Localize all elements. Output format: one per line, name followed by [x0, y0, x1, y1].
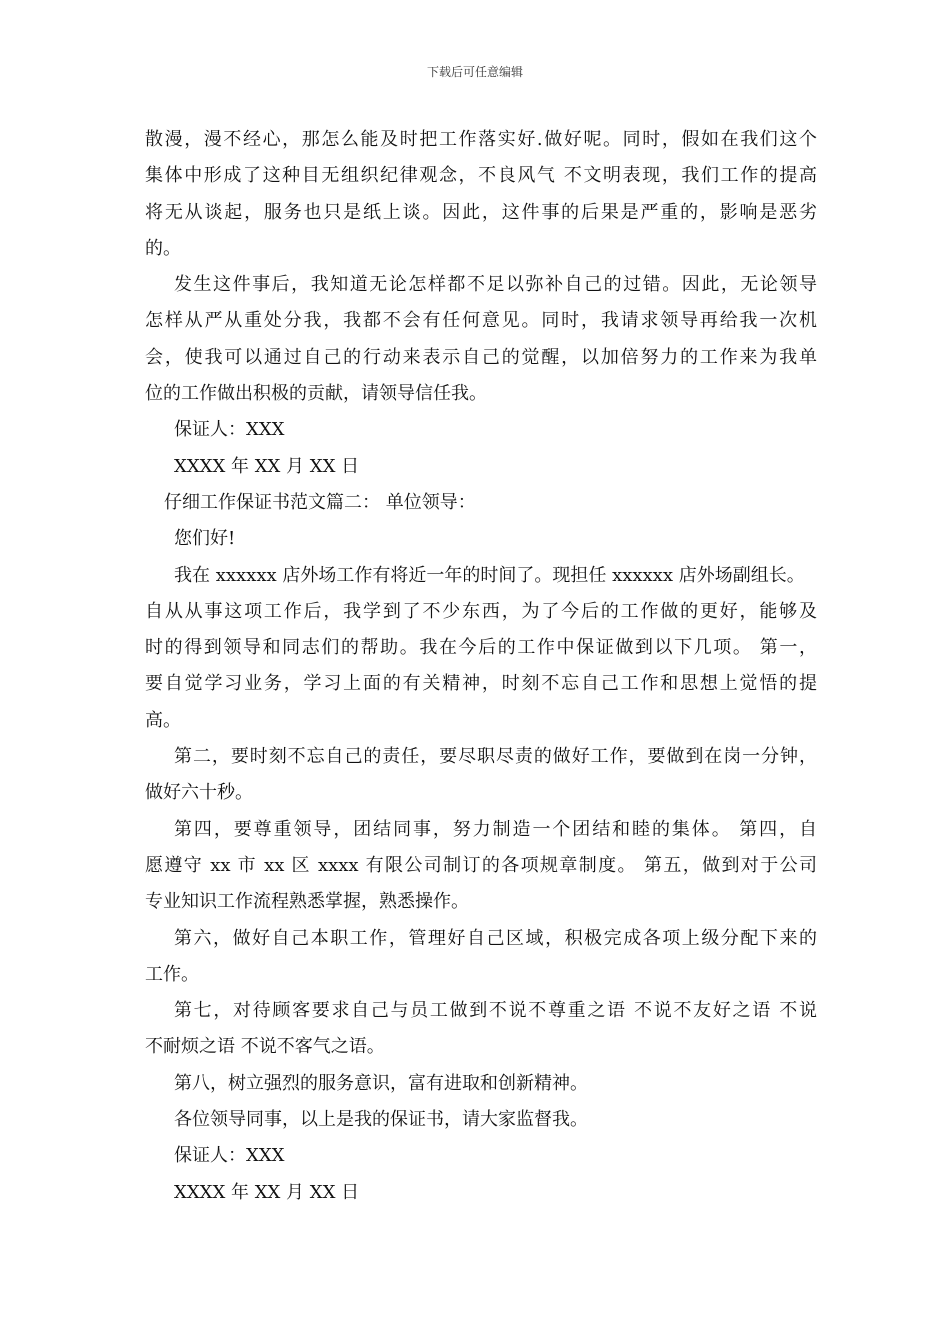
- page-header: 下载后可任意编辑: [426, 65, 523, 79]
- text-line: 高。: [145, 709, 181, 731]
- text-line: 保证人：XXX: [174, 419, 285, 441]
- text-line: 第二，要时刻不忘自己的责任，要尽职尽责的做好工作，要做到在岗一分钟，: [174, 746, 817, 768]
- text-line: 各位领导同事，以上是我的保证书，请大家监督我。: [174, 1109, 588, 1131]
- text-line: XXXX 年 XX 月 XX 日: [174, 1181, 360, 1203]
- text-line: 自从从事这项工作后，我学到了不少东西，为了今后的工作做的更好，能够及: [145, 600, 817, 622]
- text-line: 第四，要尊重领导，团结同事，努力制造一个团结和睦的集体。 第四，自: [174, 818, 817, 840]
- text-line: 要自觉学习业务，学习上面的有关精神，时刻不忘自己工作和思想上觉悟的提: [145, 673, 817, 695]
- text-line: XXXX 年 XX 月 XX 日: [174, 455, 360, 477]
- text-line: 的。: [145, 237, 181, 259]
- text-line: 会，使我可以通过自己的行动来表示自己的觉醒，以加倍努力的工作来为我单: [145, 346, 817, 368]
- text-line: 第八，树立强烈的服务意识，富有进取和创新精神。: [174, 1072, 588, 1094]
- text-line: 集体中形成了这种目无组织纪律观念，不良风气 不文明表现，我们工作的提高: [145, 165, 817, 187]
- text-line: 将无从谈起，服务也只是纸上谈。因此，这件事的后果是严重的，影响是恶劣: [145, 201, 817, 223]
- text-line: 位的工作做出积极的贡献，请领导信任我。: [145, 383, 487, 405]
- text-line: 怎样从严从重处分我，我都不会有任何意见。同时，我请求领导再给我一次机: [145, 310, 817, 332]
- text-line: 专业知识工作流程熟悉掌握，熟悉操作。: [145, 891, 469, 913]
- text-line: 工作。: [145, 963, 199, 985]
- text-line: 做好六十秒。: [145, 782, 253, 804]
- text-line: 您们好!: [174, 528, 236, 550]
- text-line: 愿遵守 xx 市 xx 区 xxxx 有限公司制订的各项规章制度。 第五，做到对于公司: [145, 854, 817, 876]
- text-line: 发生这件事后，我知道无论怎样都不足以弥补自己的过错。因此，无论领导: [174, 274, 817, 296]
- text-line: 第七，对待顾客要求自己与员工做到不说不尊重之语 不说不友好之语 不说: [174, 1000, 817, 1022]
- text-line: 不耐烦之语 不说不客气之语。: [145, 1036, 385, 1058]
- text-line: 我在 xxxxxx 店外场工作有将近一年的时间了。现担任 xxxxxx 店外场副组长。: [174, 564, 805, 586]
- text-line: 散漫，漫不经心，那怎么能及时把工作落实好.做好呢。同时，假如在我们这个: [145, 129, 817, 150]
- text-line: 时的得到领导和同志们的帮助。我在今后的工作中保证做到以下几项。 第一，: [145, 637, 817, 659]
- text-line: 仔细工作保证书范文篇二： 单位领导：: [164, 491, 476, 513]
- text-line: 第六，做好自己本职工作，管理好自己区域，积极完成各项上级分配下来的: [174, 927, 817, 949]
- document-body: [145, 122, 817, 1211]
- text-line: 保证人：XXX: [174, 1145, 285, 1167]
